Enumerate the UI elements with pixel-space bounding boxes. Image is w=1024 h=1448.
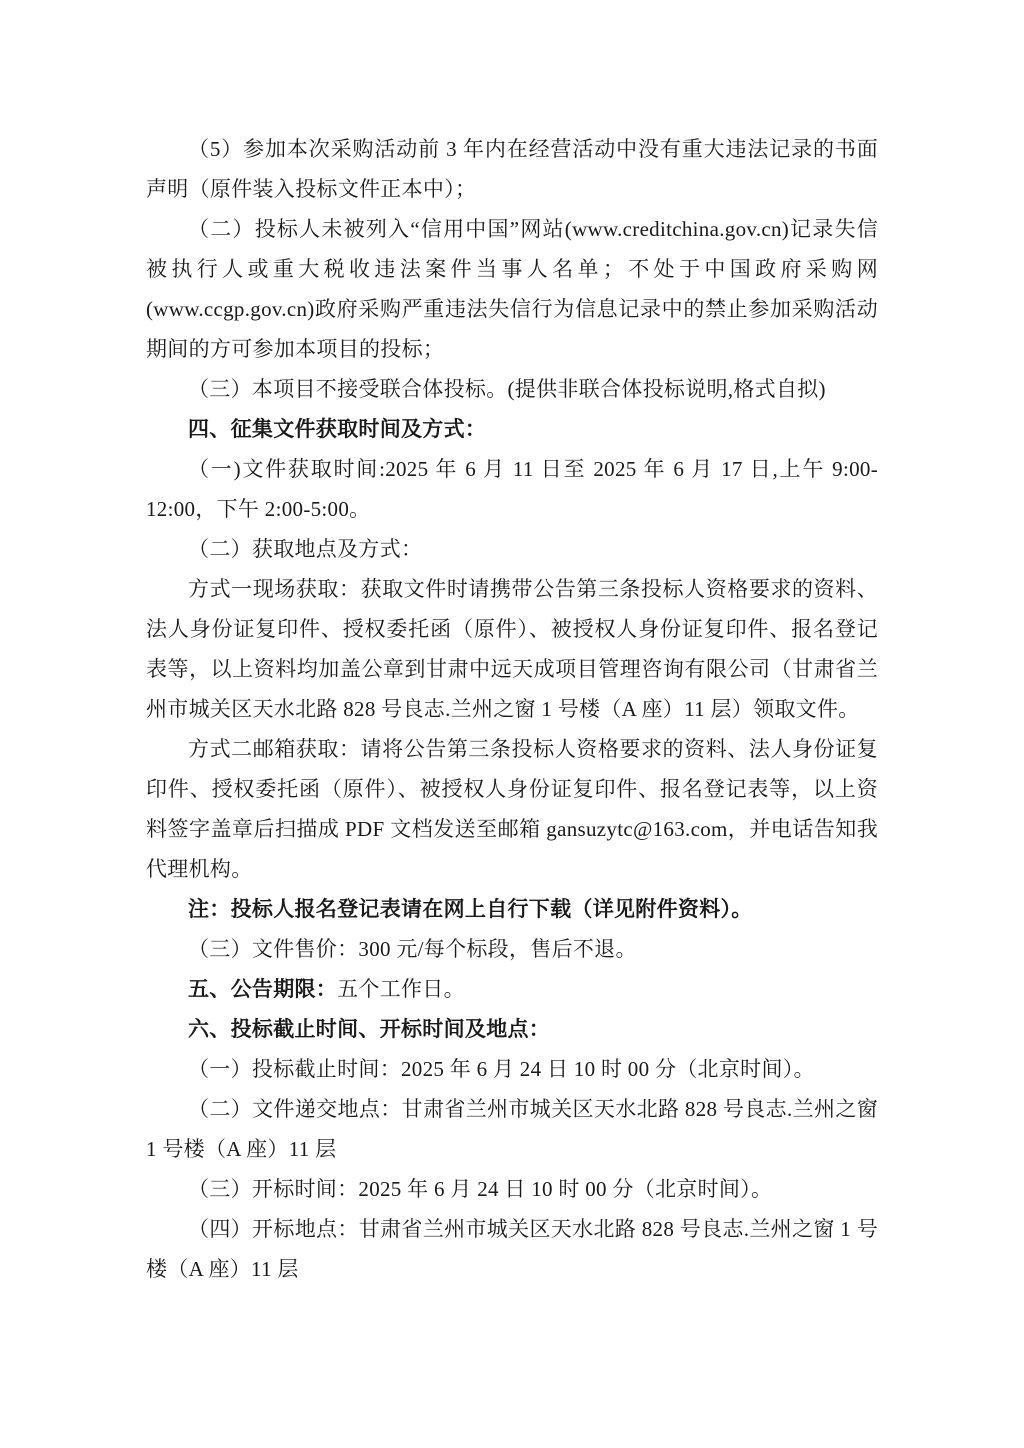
method-1-onsite-acquisition bbox=[146, 569, 878, 729]
section-4-heading-document-acquisition bbox=[146, 409, 878, 449]
item-6-4-opening-address bbox=[146, 1209, 878, 1289]
clause-5-text: （5）参加本次采购活动前 3 年内在经营活动中没有重大违法记录的书面声明（原件装入投标文件正本中）； bbox=[146, 137, 878, 201]
item-6-1-bid-deadline bbox=[146, 1049, 878, 1089]
item-6-2-delivery-address bbox=[146, 1089, 878, 1169]
item-4-2-text: （二）获取地点及方式： bbox=[188, 537, 423, 561]
section-5-heading-bold: 五、公告期限： bbox=[188, 977, 338, 1001]
item-6-3-opening-time bbox=[146, 1169, 878, 1209]
section-6-heading-bold: 六、投标截止时间、开标时间及地点： bbox=[188, 1017, 551, 1041]
item-6-3-text: （三）开标时间：2025 年 6 月 24 日 10 时 00 分（北京时间）。 bbox=[188, 1177, 773, 1201]
clause-2-text: （二）投标人未被列入“信用中国”网站(www.creditchina.gov.cn)记录失信被执行人或重大税收违法案件当事人名单；不处于中国政府采购网(www.ccgp.gov.cn)政府采购严重违法失信行为信息记录中的禁止参加采购活动期间的方可参加本项目的投标； bbox=[146, 217, 878, 361]
item-4-1-acquisition-time bbox=[146, 449, 878, 529]
clause-2-credit-china-requirement bbox=[146, 209, 878, 369]
section-6-heading-deadline-opening bbox=[146, 1009, 878, 1049]
item-4-3-document-price bbox=[146, 929, 878, 969]
clause-5-no-violation-declaration bbox=[146, 129, 878, 209]
note-bold: 注：投标人报名登记表请在网上自行下载（详见附件资料）。 bbox=[188, 897, 753, 921]
document-body bbox=[146, 129, 878, 1289]
section-5-announcement-period bbox=[146, 969, 878, 1009]
item-6-4-text: （四）开标地点：甘肃省兰州市城关区天水北路 828 号良志.兰州之窗 1 号楼（A 座）11 层 bbox=[146, 1217, 878, 1281]
item-6-2-text: （二）文件递交地点：甘肃省兰州市城关区天水北路 828 号良志.兰州之窗 1 号楼（A 座）11 层 bbox=[146, 1097, 878, 1161]
method-2-email-acquisition bbox=[146, 729, 878, 889]
item-4-3-text: （三）文件售价：300 元/每个标段，售后不退。 bbox=[188, 937, 637, 961]
section-4-heading-bold: 四、征集文件获取时间及方式： bbox=[188, 417, 487, 441]
clause-3-no-consortium bbox=[146, 369, 878, 409]
item-6-1-text: （一）投标截止时间：2025 年 6 月 24 日 10 时 00 分（北京时间）。 bbox=[188, 1057, 815, 1081]
section-5-text: 五个工作日。 bbox=[337, 977, 465, 1001]
note-registration-form-download bbox=[146, 889, 878, 929]
clause-3-text: （三）本项目不接受联合体投标。(提供非联合体投标说明,格式自拟) bbox=[188, 377, 826, 401]
item-4-2-acquisition-place-heading bbox=[146, 529, 878, 569]
item-4-1-text: （一)文件获取时间:2025 年 6 月 11 日至 2025 年 6 月 17 日,上午 9:00-12:00，下午 2:00-5:00。 bbox=[146, 457, 878, 521]
method-1-text: 方式一现场获取：获取文件时请携带公告第三条投标人资格要求的资料、法人身份证复印件、授权委托函（原件）、被授权人身份证复印件、报名登记表等，以上资料均加盖公章到甘肃中远天成项目管理咨询有限公司（甘肃省兰州市城关区天水北路 828 号良志.兰州之窗 1 号楼（A 座）11 层）领取文件。 bbox=[146, 577, 878, 721]
method-2-text: 方式二邮箱获取：请将公告第三条投标人资格要求的资料、法人身份证复印件、授权委托函（原件）、被授权人身份证复印件、报名登记表等，以上资料签字盖章后扫描成 PDF 文档发送至邮箱 gansuzytc@163.com，并电话告知我代理机构。 bbox=[146, 737, 878, 881]
